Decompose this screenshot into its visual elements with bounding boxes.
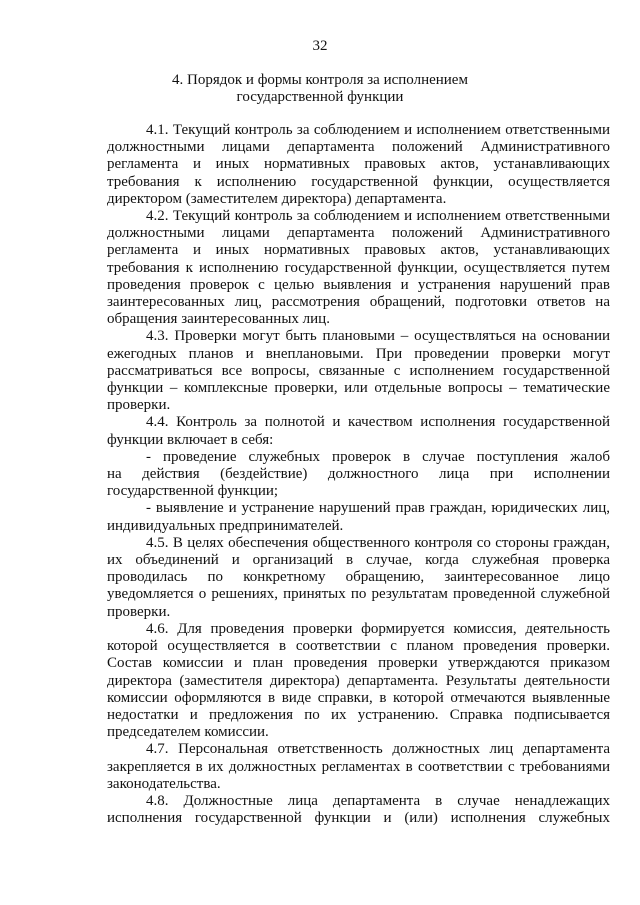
section-heading-line-1: 4. Порядок и формы контроля за исполнением: [172, 72, 468, 88]
text-line: проверки.: [107, 397, 171, 414]
text-line: 4.4. Контроль за полнотой и качеством исполнения государственной: [146, 414, 610, 431]
section-heading: [0, 72, 640, 106]
text-line: директора (заместителя директора) департамента. Результаты деятельности: [107, 672, 610, 689]
text-line: недостатки и предложения по их устранению. Справка подписывается: [107, 706, 610, 723]
paragraph-4-6: [107, 621, 610, 741]
text-line: требования к исполнению государственной функции, осуществляется: [107, 173, 610, 190]
text-line: 4.5. В целях обеспечения общественного контроля со стороны граждан,: [146, 534, 610, 551]
text-line: на действия (бездействие) должностного лица при исполнении: [107, 466, 610, 483]
paragraph-4-1: [107, 122, 610, 208]
document-body: [107, 122, 610, 827]
text-line: председателем комиссии.: [107, 724, 269, 741]
paragraph-4-3: [107, 328, 610, 414]
page-number: 32: [312, 38, 328, 54]
text-line: исполнения государственной функции и (или) исполнения служебных: [107, 810, 610, 827]
paragraph-4-8: [107, 793, 610, 827]
text-line: - выявление и устранение нарушений прав граждан, юридических лиц,: [146, 500, 610, 517]
text-line: регламента и иных нормативных правовых актов, устанавливающих: [107, 242, 610, 259]
text-line: проверки.: [107, 603, 171, 620]
text-line: проведения проверок с целью выявления и устранения нарушений прав: [107, 276, 610, 293]
paragraph-4-4: [107, 414, 610, 448]
text-line: функции – комплексные проверки, или отдельные вопросы – тематические: [107, 380, 610, 397]
paragraph-4-7: [107, 741, 610, 793]
text-line: закрепляется в их должностных регламентах в соответствии с требованиями: [107, 758, 610, 775]
text-line: 4.3. Проверки могут быть плановыми – осуществляться на основании: [146, 328, 610, 345]
text-line: 4.2. Текущий контроль за соблюдением и исполнением ответственными: [146, 208, 610, 225]
text-line: 4.7. Персональная ответственность должностных лиц департамента: [146, 741, 610, 758]
text-line: Состав комиссии и план проведения проверки утверждаются приказом: [107, 655, 610, 672]
section-heading-line-2: государственной функции: [236, 89, 404, 105]
text-line: комиссии оформляются в виде справки, в которой отмечаются выявленные: [107, 689, 610, 706]
paragraph-4-4-item-2: [107, 500, 610, 534]
text-line: 4.8. Должностные лица департамента в случае ненадлежащих: [146, 792, 610, 809]
text-line: должностными лицами департамента положений Административного: [107, 139, 610, 156]
text-line: регламента и иных нормативных правовых актов, устанавливающих: [107, 156, 610, 173]
text-line: рассматриваться все вопросы, связанные с исполнением государственной: [107, 362, 610, 379]
text-line: законодательства.: [107, 775, 221, 792]
text-line: заинтересованных лиц, рассмотрения обращений, подготовки ответов на: [107, 294, 610, 311]
text-line: 4.1. Текущий контроль за соблюдением и исполнением ответственными: [146, 122, 610, 138]
text-line: проводилась по конкретному обращению, заинтересованное лицо: [107, 569, 610, 586]
text-line: функции включает в себя:: [107, 431, 274, 448]
text-line: государственной функции;: [107, 483, 279, 500]
text-line: ежегодных планов и внеплановыми. При проведении проверки могут: [107, 345, 610, 362]
text-line: уведомляется о решениях, принятых по результатам проведенной служебной: [107, 586, 610, 603]
text-line: индивидуальных предпринимателей.: [107, 517, 344, 534]
text-line: директором (заместителем директора) департамента.: [107, 190, 447, 207]
text-line: обращения заинтересованных лиц.: [107, 311, 330, 328]
text-line: которой осуществляется в соответствии с планом проведения проверки.: [107, 638, 610, 655]
text-line: должностными лицами департамента положений Административного: [107, 225, 610, 242]
text-line: 4.6. Для проведения проверки формируется комиссия, деятельность: [146, 620, 610, 637]
paragraph-4-4-item-1: [107, 449, 610, 501]
paragraph-4-2: [107, 208, 610, 328]
paragraph-4-5: [107, 535, 610, 621]
text-line: их объединений и организаций в случае, когда служебная проверка: [107, 552, 610, 569]
text-line: требования к исполнению государственной функции, осуществляется путем: [107, 259, 610, 276]
text-line: - проведение служебных проверок в случае поступления жалоб: [146, 448, 610, 465]
